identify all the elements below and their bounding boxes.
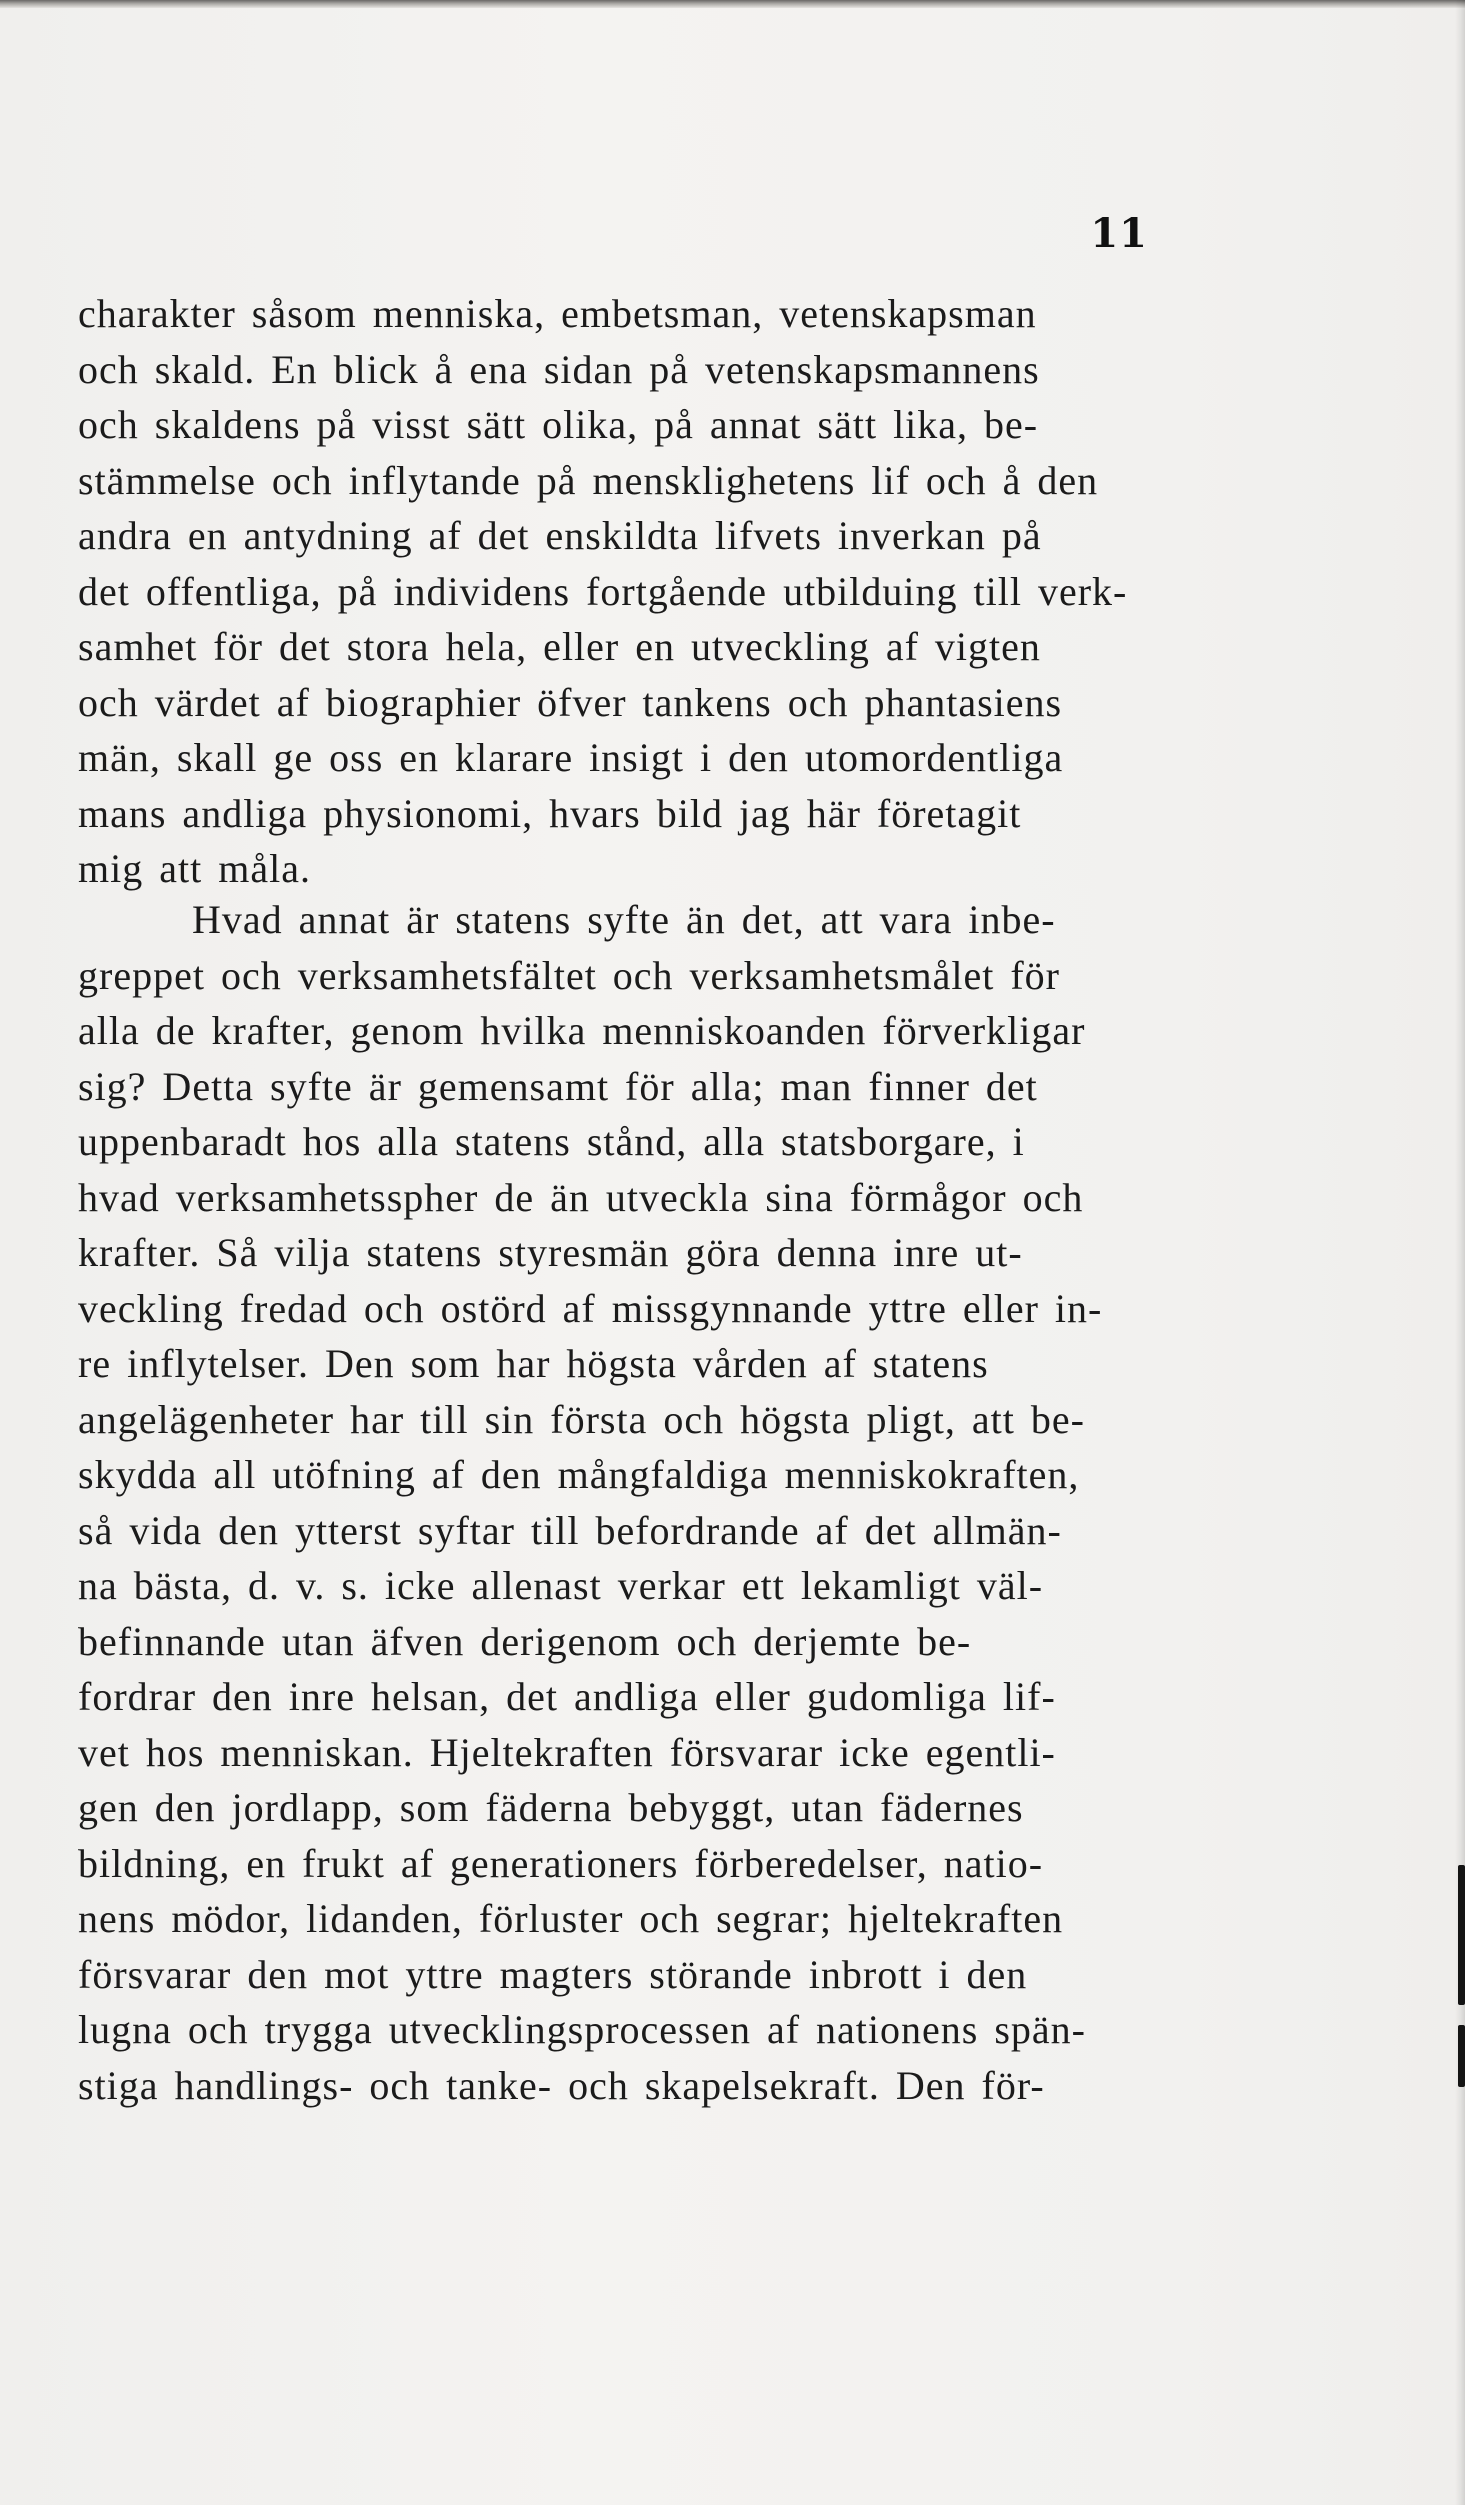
text-line: bildning, en frukt af generationers förberedelser, natio- (78, 1840, 1044, 1886)
page-top-edge (0, 0, 1465, 8)
paragraph-2 (78, 892, 1198, 2113)
text-line: uppenbaradt hos alla statens stånd, alla statsborgare, i (78, 1119, 1025, 1164)
text-line: sig? Detta syfte är gemensamt för alla; man finner det (78, 1063, 1038, 1109)
text-line: andra en antydning af det enskildta lifvets inverkan på (78, 513, 1042, 558)
text-line: angelägenheter har till sin första och högsta pligt, att be- (78, 1396, 1085, 1442)
text-line: re inflytelser. Den som har högsta vården af statens (78, 1341, 989, 1386)
text-line: gen den jordlapp, som fäderna bebyggt, utan fädernes (78, 1785, 1024, 1830)
page-number: 11 (1090, 210, 1148, 257)
text-line: greppet och verksamhetsfältet och verksamhetsmålet för (78, 952, 1060, 998)
text-line: Hvad annat är statens syfte än det, att vara inbe- (192, 897, 1056, 942)
text-line: hvad verksamhetsspher de än utveckla sina förmågor och (78, 1174, 1084, 1220)
text-line: veckling fredad och ostörd af missgynnande yttre eller in- (78, 1285, 1103, 1331)
text-line: och skaldens på visst sätt olika, på annat sätt lika, be- (78, 402, 1039, 447)
text-line: na bästa, d. v. s. icke allenast verkar ett lekamligt väl- (78, 1563, 1044, 1608)
text-line: försvarar den mot yttre magters störande inbrott i den (78, 1951, 1028, 1997)
text-line: vet hos menniskan. Hjeltekraften försvarar icke egentli- (78, 1729, 1056, 1775)
binding-mark (1458, 2025, 1465, 2087)
text-line: och skald. En blick å ena sidan på vetenskapsmannens (78, 346, 1040, 392)
text-line: män, skall ge oss en klarare insigt i den utomordentliga (78, 735, 1064, 780)
text-line: fordrar den inre helsan, det andliga eller gudomliga lif- (78, 1674, 1056, 1719)
text-line: skydda all utöfning af den mångfaldiga menniskokraften, (78, 1452, 1080, 1497)
text-line: mig att måla. (78, 846, 311, 891)
page-right-edge (1455, 0, 1465, 2505)
text-line: befinnande utan äfven derigenom och derjemte be- (78, 1618, 972, 1664)
text-line: stämmelse och inflytande på mensklighetens lif och å den (78, 457, 1099, 503)
text-line: det offentliga, på individens fortgående utbilduing till verk- (78, 568, 1128, 614)
text-line: krafter. Så vilja statens styresmän göra denna inre ut- (78, 1230, 1023, 1275)
text-line: och värdet af biographier öfver tankens och phantasiens (78, 679, 1063, 725)
paragraph-1 (78, 286, 1198, 897)
text-line: lugna och trygga utvecklingsprocessen af nationens spän- (78, 2007, 1086, 2052)
text-line: alla de krafter, genom hvilka menniskoanden förverkligar (78, 1008, 1086, 1053)
text-line: så vida den ytterst syftar till befordrande af det allmän- (78, 1507, 1062, 1553)
text-line: charakter såsom menniska, embetsman, vetenskapsman (78, 291, 1037, 336)
text-line: stiga handlings- och tanke- och skapelsekraft. Den för- (78, 2062, 1045, 2108)
text-line: mans andliga physionomi, hvars bild jag här företagit (78, 790, 1022, 836)
binding-mark (1458, 1865, 1465, 2005)
text-line: samhet för det stora hela, eller en utveckling af vigten (78, 624, 1041, 669)
text-line: nens mödor, lidanden, förluster och segrar; hjeltekraften (78, 1896, 1064, 1941)
